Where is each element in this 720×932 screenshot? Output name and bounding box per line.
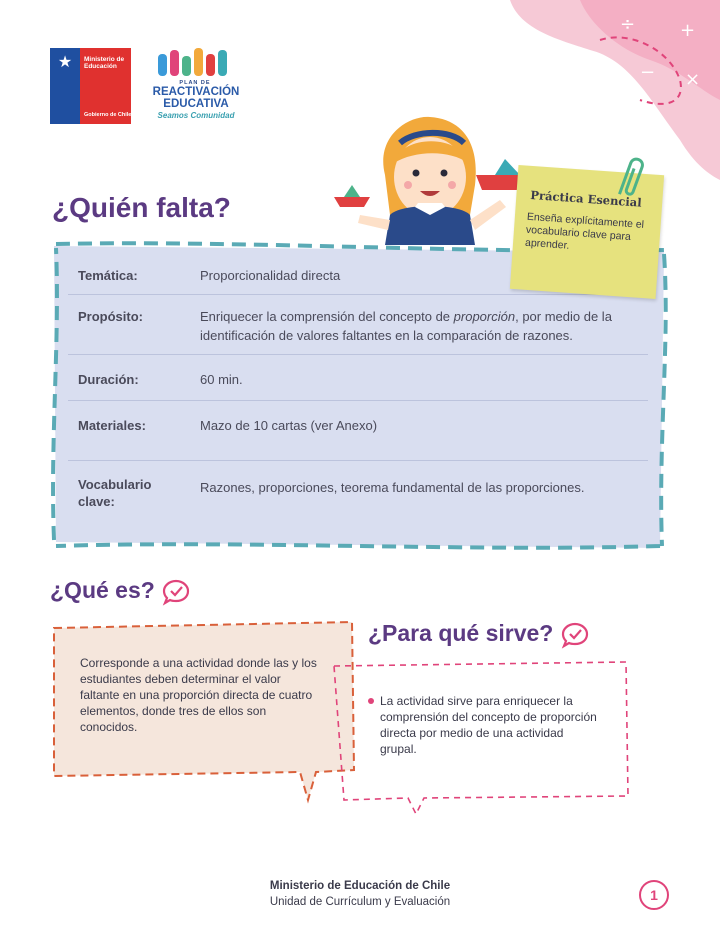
note-title: Práctica Esencial xyxy=(529,187,643,210)
row-label-materiales: Materiales: xyxy=(78,418,146,433)
divider xyxy=(68,354,648,355)
que-es-text: Corresponde a una actividad donde las y los estudiantes deben determinar el valor faltante en una proporción directa de cuatro elementos, donde tres de ellos son conocidos. xyxy=(80,656,317,734)
plan-small-text: PLAN DE xyxy=(179,80,211,86)
row-label-vocabulario: Vocabulario clave: xyxy=(78,477,152,509)
que-es-title: ¿Qué es? xyxy=(50,577,191,606)
ministerio-logo-text: Ministerio de Educación xyxy=(84,56,125,70)
svg-text:−: − xyxy=(640,62,656,83)
divider xyxy=(68,460,648,461)
plan-reactivacion-logo xyxy=(150,46,246,126)
star-icon: ★ xyxy=(57,54,73,71)
row-value-duracion: 60 min. xyxy=(200,372,243,387)
chat-check-icon xyxy=(161,578,191,606)
ministerio-logo xyxy=(50,48,131,124)
row-label-duracion: Duración: xyxy=(78,372,139,387)
para-que-text: La actividad sirve para enriquecer la comprensión del concepto de proporción directa por medio de una actividad grupal. xyxy=(380,694,597,756)
footer-unidad: Unidad de Currículum y Evaluación xyxy=(269,896,451,908)
paperclip-icon xyxy=(616,152,646,202)
row-value-tematica: Proporcionalidad directa xyxy=(200,268,341,283)
row-label-tematica: Temática: xyxy=(78,268,138,283)
girl-illustration xyxy=(330,115,540,245)
note-text: Enseña explícitamente el vocabulario clave para aprender. xyxy=(524,210,645,252)
row-value-vocabulario: Razones, proporciones, teorema fundamental de las proporciones. xyxy=(200,480,585,495)
hands-icon xyxy=(150,46,242,80)
plan-title: REACTIVACIÓN EDUCATIVA xyxy=(152,86,240,110)
page-title: ¿Quién falta? xyxy=(52,192,231,223)
bullet-icon xyxy=(368,698,374,704)
svg-text:÷: ÷ xyxy=(620,14,636,35)
gobierno-logo-text: Gobierno de Chile xyxy=(84,112,132,118)
page-number: 1 xyxy=(639,880,669,910)
row-label-proposito: Propósito: xyxy=(78,309,143,324)
divider xyxy=(68,294,648,295)
plan-tagline: Seamos Comunidad xyxy=(157,111,235,120)
row-value-materiales: Mazo de 10 cartas (ver Anexo) xyxy=(200,418,378,433)
row-value-proposito: Enriquecer la comprensión del concepto de proporción, por medio de la identificación de valores faltantes en la comparación de razones. xyxy=(200,309,612,343)
footer-ministerio: Ministerio de Educación de Chile xyxy=(269,880,451,892)
svg-text:×: × xyxy=(685,69,701,90)
chat-check-icon xyxy=(560,621,590,649)
divider xyxy=(68,400,648,401)
para-que-title: ¿Para qué sirve? xyxy=(368,620,590,649)
svg-text:+: + xyxy=(680,20,696,41)
